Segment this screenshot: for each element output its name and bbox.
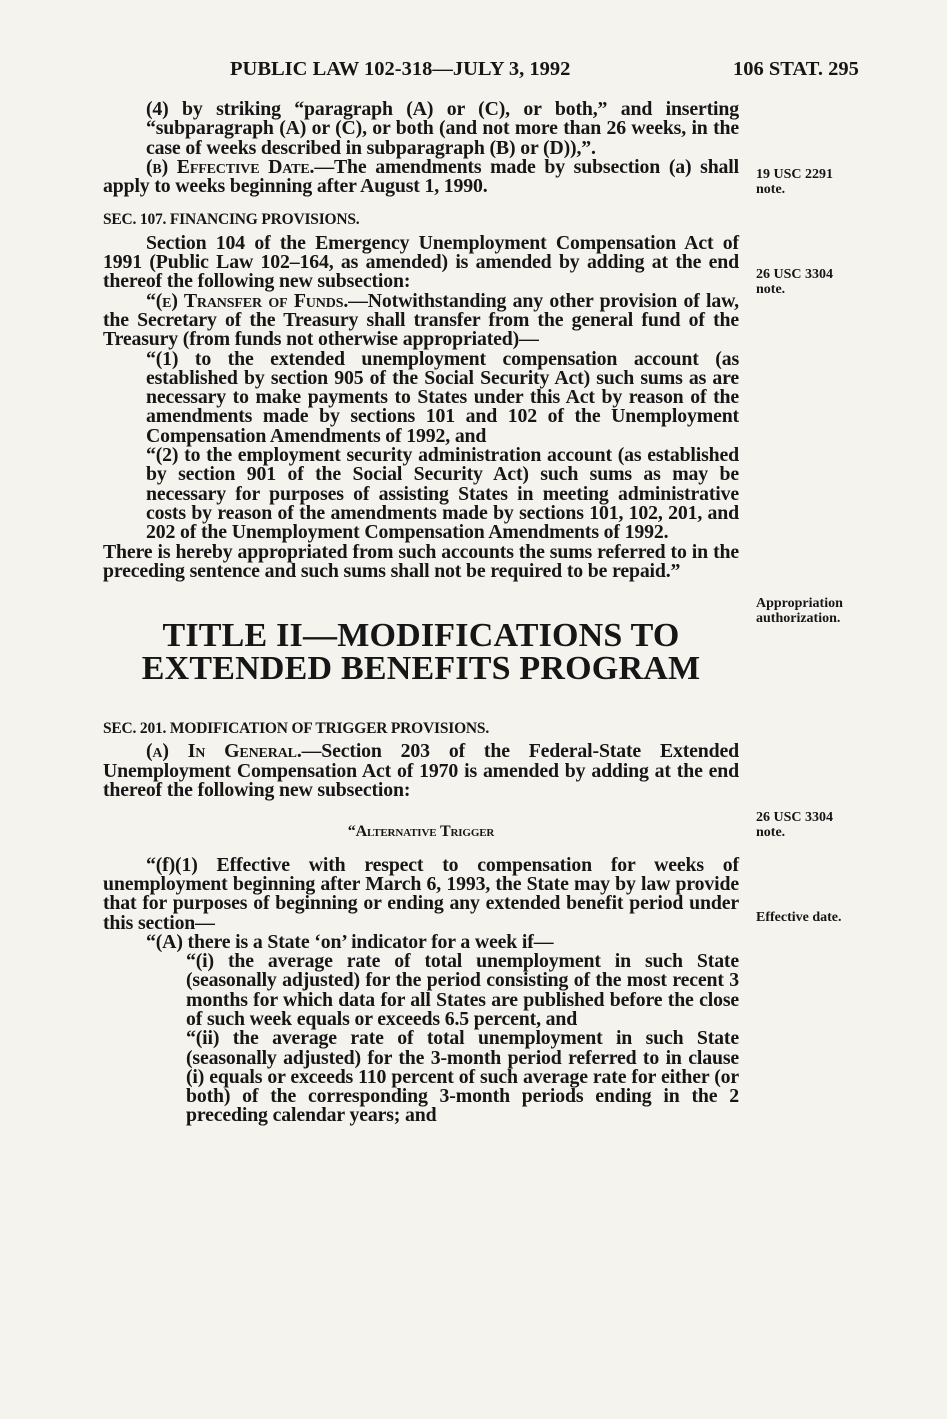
margin-note-line: Appropriation bbox=[756, 596, 843, 611]
running-header: PUBLIC LAW 102-318—JULY 3, 1992 bbox=[230, 58, 571, 80]
paragraph-text: —Notwithstanding any other provision of law, the Secretary of the Treasury shall transfer from the general fund of the Treasury (from funds not otherwise appropriated)— bbox=[103, 289, 739, 351]
margin-note-effective-date: Effective date. bbox=[756, 910, 842, 925]
margin-note-26-usc-3304-b bbox=[756, 811, 833, 840]
paragraph-clause-ii: “(ii) the average rate of total unemployment in such State (seasonally adjusted) for the 3-month period referred to in clause (i) equals or exceeds 110 percent of such average rate for either (or both) of the corresponding 3-month periods ending in the 2 preceding calendar years; and bbox=[186, 1027, 739, 1127]
margin-note-26-usc-3304 bbox=[756, 268, 833, 297]
paragraph-amendment-4: (4) by striking “paragraph (A) or (C), or both,” and inserting “subparagraph (A) or (C), or both (and not more than 26 weeks, in the case of weeks described in subparagraph (B) or (D)),”. bbox=[146, 98, 739, 159]
margin-note-line: 19 USC 2291 bbox=[756, 167, 834, 182]
paragraph-text: —The amendments made by subsection (a) shall apply to weeks beginning after August 1, 1990. bbox=[103, 155, 739, 198]
margin-note-line: 26 USC 3304 bbox=[756, 810, 834, 825]
paragraph-clause-i: “(i) the average rate of total unemployment in such State (seasonally adjusted) for the period consisting of the most recent 3 months for which data for all States are published before the close of such week equals or exceeds 6.5 percent, and bbox=[186, 950, 739, 1030]
paragraph-section-104: Section 104 of the Emergency Unemployment Compensation Act of 1991 (Public Law 102–164, as amended) is amended by adding at the end thereof the following new subsection: bbox=[103, 231, 739, 293]
paragraph-f-1-A: “(A) there is a State ‘on’ indicator for a week if— bbox=[146, 930, 554, 953]
paragraph-item-2: “(2) to the employment security administration account (as established by section 901 of the Social Security Act) such sums as may be necessary for purposes of assisting States in meeting administrative costs by reason of the amendments made by sections 101, 102, 201, and 202 of the Unemployment Compensation Amendments of 1992. bbox=[146, 444, 739, 544]
subsection-heading: “(e) Transfer of Funds. bbox=[146, 289, 349, 312]
subsection-heading: (b) Effective Date. bbox=[146, 155, 315, 178]
page-number: 106 STAT. 295 bbox=[733, 58, 859, 80]
margin-note-line: 26 USC 3304 bbox=[756, 267, 834, 282]
alternative-trigger-heading: “Alternative Trigger bbox=[347, 823, 495, 841]
paragraph-text: —Section 203 of the Federal-State Extended Unemployment Compensation Act of 1970 is amended by adding at the end thereof the following new subsection: bbox=[103, 740, 739, 802]
body-text bbox=[103, 100, 739, 1126]
paragraph-appropriation: There is hereby appropriated from such accounts the sums referred to in the preceding sentence and such sums shall not be required to be repaid.” bbox=[103, 540, 739, 582]
paragraph-in-general bbox=[103, 742, 739, 800]
title-line-2: EXTENDED BENEFITS PROGRAM bbox=[141, 650, 701, 688]
margin-note-line: authorization. bbox=[756, 610, 841, 626]
section-107-heading: SEC. 107. FINANCING PROVISIONS. bbox=[103, 211, 360, 229]
title-line-1: TITLE II—MODIFICATIONS TO bbox=[162, 617, 680, 655]
subsection-heading: (a) In General. bbox=[146, 740, 302, 763]
paragraph-transfer-of-funds bbox=[103, 289, 739, 351]
margin-note-19-usc-2291 bbox=[756, 168, 833, 197]
margin-note-appropriation bbox=[756, 597, 843, 626]
section-201-heading: SEC. 201. MODIFICATION OF TRIGGER PROVISIONS. bbox=[103, 720, 490, 738]
paragraph-f-1: “(f)(1) Effective with respect to compensation for weeks of unemployment beginning after March 6, 1993, the State may by law provide that for purposes of beginning or ending any extended benefit period under this section— bbox=[103, 853, 739, 934]
paragraph-effective-date bbox=[103, 155, 739, 198]
margin-note-line: note. bbox=[756, 824, 786, 840]
paragraph-item-1: “(1) to the extended unemployment compensation account (as established by section 905 of the Social Security Act) such sums as are necessary to make payments to States under this Act by reason of the amendments made by sections 101 and 102 of the Unemployment Compensation Amendments of 1992, and bbox=[146, 347, 739, 447]
margin-note-line: note. bbox=[756, 181, 786, 197]
title-heading bbox=[103, 617, 739, 688]
margin-note-line: note. bbox=[756, 281, 786, 297]
